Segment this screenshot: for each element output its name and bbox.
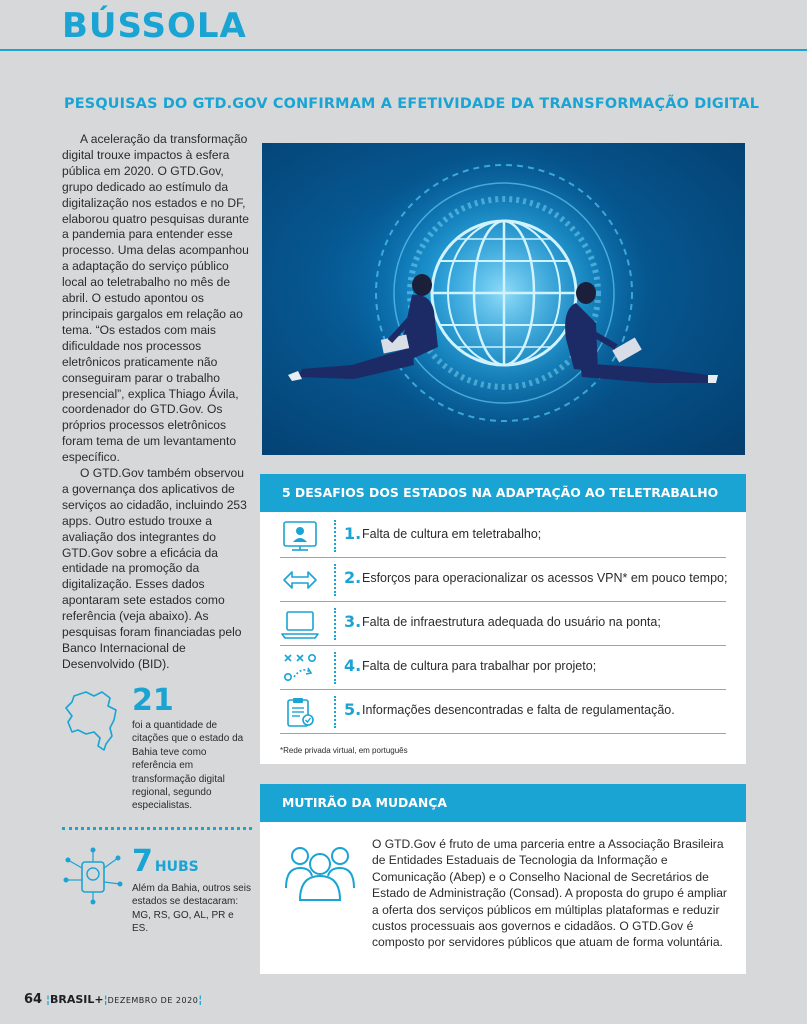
- challenge-number: 2.: [344, 568, 362, 587]
- page-number: 64: [24, 992, 43, 1007]
- challenge-item: [280, 514, 726, 558]
- title-rule: [0, 49, 807, 51]
- body-paragraph-2: O GTD.Gov também observou a governança dos aplicativos de serviços ao cidadão, incluindo 253 apps. Outro estudo trouxe a avaliação dos integrantes do GTD.Gov sobre a eficácia da entidade na promoção da digitalização. Esses dados apontaram sete estados como referência (veja abaixo). As pesquisas foram financiadas pelo Banco Internacional de Desenvolvido (BID).: [62, 466, 247, 671]
- challenge-text: Falta de cultura em teletrabalho;: [362, 527, 542, 541]
- challenge-text: Falta de cultura para trabalhar por projeto;: [362, 659, 597, 673]
- challenge-number: 4.: [344, 656, 362, 675]
- challenges-panel: [260, 474, 746, 764]
- stat-number-value: 7: [132, 844, 153, 879]
- challenge-item: [280, 602, 726, 646]
- stat-description: Além da Bahia, outros seis estados se destacaram: MG, RS, GO, AL, PR e ES.: [132, 883, 251, 935]
- challenge-item: [280, 690, 726, 734]
- challenge-number: 1.: [344, 524, 362, 543]
- challenge-item: [280, 558, 726, 602]
- hub-network-icon: [62, 846, 124, 906]
- stat-number: 21: [132, 683, 174, 718]
- challenge-divider: [334, 520, 336, 552]
- challenge-divider: [334, 564, 336, 596]
- stat-hubs: [62, 840, 252, 950]
- challenge-text: Falta de infraestrutura adequada do usuário na ponta;: [362, 615, 661, 629]
- person-screen-icon: [280, 520, 320, 552]
- people-group-icon: [284, 840, 356, 902]
- clipboard-icon: [280, 696, 320, 728]
- stat-number: [132, 844, 199, 879]
- section-title: BÚSSOLA: [62, 6, 247, 46]
- bahia-map-icon: [64, 688, 122, 754]
- footer-separator: ¦: [45, 993, 50, 1006]
- stat-bahia: [64, 684, 254, 814]
- mutirao-title: MUTIRÃO DA MUDANÇA: [260, 784, 746, 822]
- article-headline: PESQUISAS DO GTD.GOV CONFIRMAM A EFETIVIDADE DA TRANSFORMAÇÃO DIGITAL: [64, 96, 760, 112]
- stat-separator: [62, 827, 252, 830]
- footer-date: DEZEMBRO DE 2020: [107, 996, 199, 1005]
- footer-separator: ¦: [103, 993, 108, 1006]
- stat-description: foi a quantidade de citações que o estado da Bahia teve como referência em transformação digital regional, segundo especialistas.: [132, 720, 244, 812]
- arrows-icon: [280, 564, 320, 596]
- challenge-divider: [334, 608, 336, 640]
- page-footer: [24, 992, 202, 1006]
- laptop-icon: [280, 608, 320, 640]
- challenge-item: [280, 646, 726, 690]
- mutirao-text: O GTD.Gov é fruto de uma parceria entre a Associação Brasileira de Entidades Estaduais de Tecnologia da Informação e Comunicação (Abep) e o Conselho Nacional de Secretários de Estado de Administração (Consad). A proposta do grupo é ampliar a oferta dos serviços públicos em múltiplas plataformas e reduzir custos processuais aos governos e cidadãos. O GTD.Gov é composto por servidores públicos que atuam de forma voluntária.: [372, 837, 727, 950]
- body-paragraph-1: A aceleração da transformação digital trouxe impactos à esfera pública em 2020. O GTD.Gov, grupo dedicado ao estímulo da digitalização nos estados e no DF, elaborou quatro pesquisas durante a pandemia para entender esse processo. Uma delas acompanhou a adaptação do serviço público local ao teletrabalho no mês de abril. O estudo apontou os principais gargalos em relação ao tema. “Os estados com mais dificuldade nos processos eletrônicos praticamente não conseguiram parar o trabalho presencial”, explica Thiago Ávila, coordenador do GTD.Gov. Os próprios processos eletrônicos foram tema de um levantamento específico.: [62, 132, 249, 465]
- footer-brand: BRASIL: [49, 993, 95, 1006]
- challenge-divider: [334, 652, 336, 684]
- challenge-text: Informações desencontradas e falta de regulamentação.: [362, 703, 675, 717]
- digital-globe-illustration: [262, 143, 745, 455]
- strategy-icon: [280, 652, 320, 684]
- article-body: [62, 132, 252, 673]
- footer-brand-plus: +: [94, 993, 104, 1006]
- hero-illustration: [262, 143, 745, 455]
- challenges-title: 5 DESAFIOS DOS ESTADOS NA ADAPTAÇÃO AO TELETRABALHO: [260, 474, 746, 512]
- footer-separator: ¦: [198, 993, 203, 1006]
- stat-number-unit: HUBS: [154, 859, 199, 875]
- challenge-number: 3.: [344, 612, 362, 631]
- mutirao-panel: [260, 784, 746, 974]
- challenge-divider: [334, 696, 336, 728]
- challenge-number: 5.: [344, 700, 362, 719]
- challenge-text: Esforços para operacionalizar os acessos VPN* em pouco tempo;: [362, 571, 728, 585]
- challenges-footnote: *Rede privada virtual, em português: [280, 746, 408, 755]
